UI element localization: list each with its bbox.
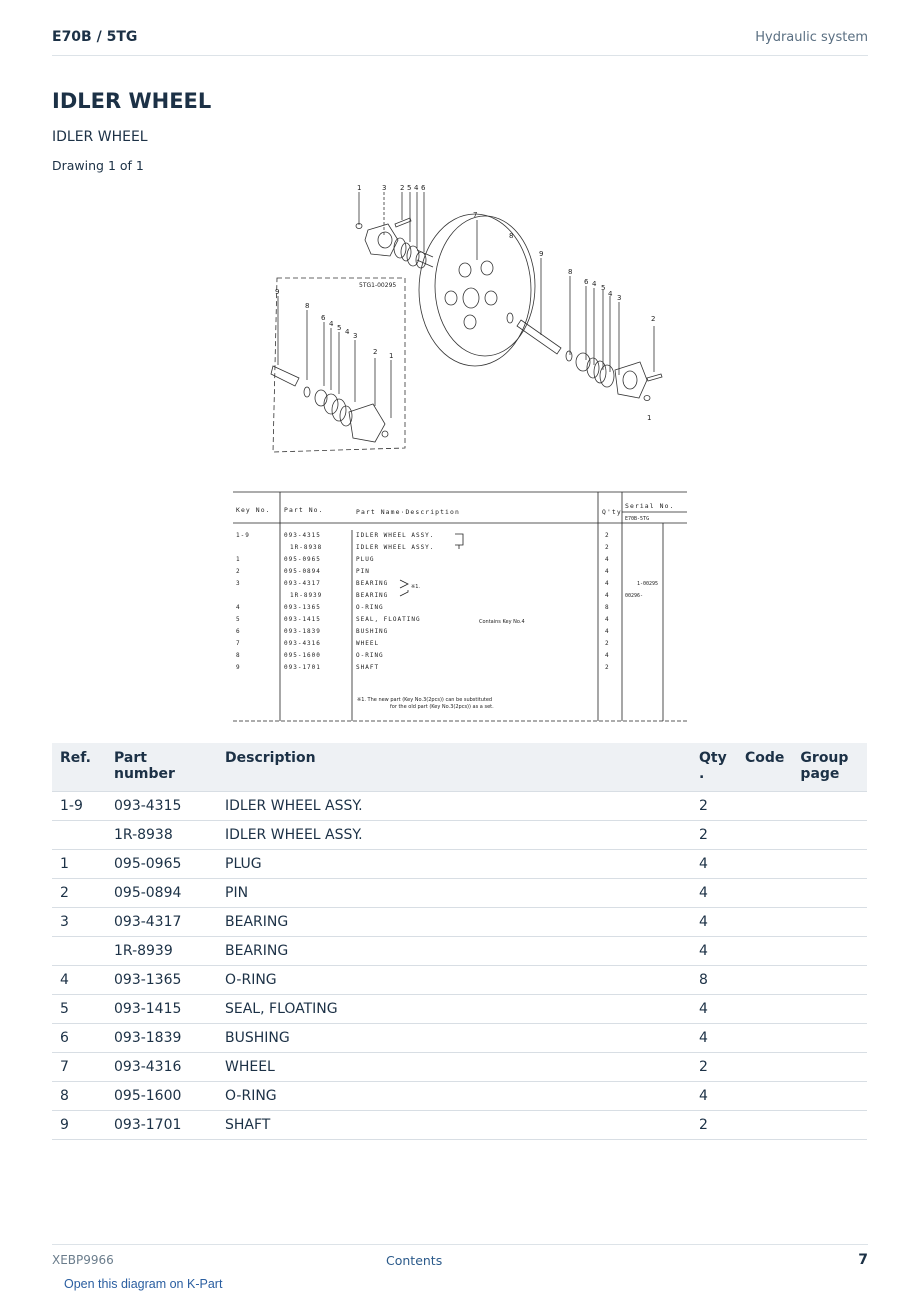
cell-part-number: 095-0894 bbox=[106, 879, 217, 908]
cell-code bbox=[737, 1111, 792, 1140]
callout-label: 2 bbox=[373, 348, 378, 356]
cell-description: BEARING bbox=[217, 908, 691, 937]
scan-contains-note: Contains Key No.4 bbox=[479, 619, 525, 625]
cell-group-page bbox=[792, 937, 867, 966]
scan-cell-part: 1R-8939 bbox=[290, 592, 323, 599]
cell-group-page bbox=[792, 1024, 867, 1053]
cell-group-page bbox=[792, 1053, 867, 1082]
scan-cell-part: 093-1415 bbox=[284, 616, 321, 623]
cell-part-number: 095-1600 bbox=[106, 1082, 217, 1111]
cell-qty: 4 bbox=[691, 908, 737, 937]
scan-header-model: E70B-5TG bbox=[625, 516, 650, 522]
cell-qty: 4 bbox=[691, 937, 737, 966]
cell-description: SHAFT bbox=[217, 1111, 691, 1140]
callout-label: 3 bbox=[617, 294, 622, 302]
cell-group-page bbox=[792, 879, 867, 908]
cell-code bbox=[737, 821, 792, 850]
callout-label: 4 bbox=[345, 328, 350, 336]
callout-label: 4 bbox=[414, 184, 419, 192]
table-row bbox=[52, 966, 867, 995]
open-kpart-link[interactable]: Open this diagram on K-Part bbox=[64, 1277, 223, 1291]
scan-cell-name: PIN bbox=[356, 568, 370, 575]
cell-description: PIN bbox=[217, 879, 691, 908]
cell-qty: 2 bbox=[691, 1053, 737, 1082]
scan-cell-part: 1R-8938 bbox=[290, 544, 323, 551]
scan-cell-name: IDLER WHEEL ASSY. bbox=[356, 544, 435, 551]
callout-label: 4 bbox=[592, 280, 597, 288]
cell-ref: 4 bbox=[52, 966, 106, 995]
scan-header-qty: Q'ty bbox=[602, 508, 622, 516]
scan-header-part: Part No. bbox=[284, 506, 324, 514]
table-row bbox=[52, 908, 867, 937]
cell-part-number: 093-4316 bbox=[106, 1053, 217, 1082]
scan-cell-key: 1 bbox=[236, 556, 241, 563]
cell-ref: 1 bbox=[52, 850, 106, 879]
callout-label: 7 bbox=[473, 211, 478, 219]
scan-cell-key: 7 bbox=[236, 640, 241, 647]
table-row bbox=[52, 1082, 867, 1111]
col-code: Code bbox=[737, 743, 792, 792]
callout-label: 2 bbox=[400, 184, 405, 192]
scan-cell-qty: 2 bbox=[605, 640, 610, 647]
callout-label: 2 bbox=[651, 315, 656, 323]
scan-header-key: Key No. bbox=[236, 506, 271, 514]
scan-cell-name: BEARING bbox=[356, 592, 389, 599]
cell-qty: 8 bbox=[691, 966, 737, 995]
cell-code bbox=[737, 908, 792, 937]
cell-code bbox=[737, 1082, 792, 1111]
cell-part-number: 093-1415 bbox=[106, 995, 217, 1024]
scan-cell-name: O-RING bbox=[356, 652, 384, 659]
cell-group-page bbox=[792, 995, 867, 1024]
scan-cell-name: SHAFT bbox=[356, 664, 380, 671]
cell-description: IDLER WHEEL ASSY. bbox=[217, 821, 691, 850]
callout-label: 3 bbox=[353, 332, 358, 340]
header-divider bbox=[52, 55, 868, 56]
scan-cell-key: 1-9 bbox=[236, 532, 250, 539]
scan-cell-qty: 4 bbox=[605, 556, 610, 563]
table-row bbox=[52, 850, 867, 879]
parts-diagram bbox=[225, 180, 695, 725]
cell-ref: 6 bbox=[52, 1024, 106, 1053]
callout-label: 5 bbox=[337, 324, 342, 332]
scan-table bbox=[233, 492, 687, 721]
cell-code bbox=[737, 937, 792, 966]
cell-qty: 2 bbox=[691, 821, 737, 850]
col-part-number: Part number bbox=[106, 743, 217, 792]
scan-cell-key: 8 bbox=[236, 652, 241, 659]
cell-ref: 1-9 bbox=[52, 792, 106, 821]
cell-group-page bbox=[792, 792, 867, 821]
scan-cell-qty: 2 bbox=[605, 664, 610, 671]
scan-cell-part: 093-1839 bbox=[284, 628, 321, 635]
cell-part-number: 095-0965 bbox=[106, 850, 217, 879]
cell-part-number: 1R-8939 bbox=[106, 937, 217, 966]
cell-part-number: 093-1701 bbox=[106, 1111, 217, 1140]
cell-part-number: 1R-8938 bbox=[106, 821, 217, 850]
contents-link[interactable]: Contents bbox=[386, 1253, 443, 1268]
header-section: Hydraulic system bbox=[755, 30, 868, 45]
callout-label: 5 bbox=[601, 284, 606, 292]
scan-cell-serial: 1-00295 bbox=[637, 581, 659, 587]
table-row bbox=[52, 937, 867, 966]
cell-description: PLUG bbox=[217, 850, 691, 879]
scan-cell-part: 093-1701 bbox=[284, 664, 321, 671]
cell-part-number: 093-1839 bbox=[106, 1024, 217, 1053]
cell-qty: 4 bbox=[691, 850, 737, 879]
cell-code bbox=[737, 995, 792, 1024]
scan-cell-name: O-RING bbox=[356, 604, 384, 611]
cell-ref: 8 bbox=[52, 1082, 106, 1111]
cell-part-number: 093-1365 bbox=[106, 966, 217, 995]
scan-footnote-1: ※1. The new part (Key No.3(2pcs)) can be substituted bbox=[357, 697, 493, 703]
cell-ref: 2 bbox=[52, 879, 106, 908]
cell-qty: 4 bbox=[691, 1082, 737, 1111]
table-row bbox=[52, 821, 867, 850]
cell-ref: 9 bbox=[52, 1111, 106, 1140]
cell-part-number: 093-4315 bbox=[106, 792, 217, 821]
table-row bbox=[52, 1024, 867, 1053]
scan-cell-key: 6 bbox=[236, 628, 241, 635]
table-row bbox=[52, 1111, 867, 1140]
cell-group-page bbox=[792, 908, 867, 937]
table-row bbox=[52, 995, 867, 1024]
cell-group-page bbox=[792, 850, 867, 879]
cell-description: SEAL, FLOATING bbox=[217, 995, 691, 1024]
cell-code bbox=[737, 1024, 792, 1053]
scan-cell-qty: 4 bbox=[605, 652, 610, 659]
callout-label: 1 bbox=[647, 414, 652, 422]
cell-code bbox=[737, 850, 792, 879]
scan-cell-part: 095-0894 bbox=[284, 568, 321, 575]
inset-label: 5TG1-00295 bbox=[359, 282, 397, 289]
scan-footnote-2: for the old part (Key No.3(2pcs)) as a set. bbox=[390, 704, 494, 710]
scan-cell-key: 5 bbox=[236, 616, 241, 623]
cell-part-number: 093-4317 bbox=[106, 908, 217, 937]
cell-qty: 4 bbox=[691, 879, 737, 908]
cell-ref: 3 bbox=[52, 908, 106, 937]
col-qty: Qty . bbox=[691, 743, 737, 792]
cell-qty: 4 bbox=[691, 1024, 737, 1053]
scan-cell-name: PLUG bbox=[356, 556, 375, 563]
scan-cell-key: 9 bbox=[236, 664, 241, 671]
footer-doc-id: XEBP9966 bbox=[52, 1253, 114, 1267]
callout-label: 6 bbox=[321, 314, 326, 322]
callout-label: 9 bbox=[539, 250, 544, 258]
scan-cell-qty: 4 bbox=[605, 628, 610, 635]
scan-cell-qty: 4 bbox=[605, 592, 610, 599]
scan-cell-part: 095-0965 bbox=[284, 556, 321, 563]
header-model: E70B / 5TG bbox=[52, 29, 138, 45]
scan-cell-part: 093-4317 bbox=[284, 580, 321, 587]
scan-cell-qty: 8 bbox=[605, 604, 610, 611]
scan-cell-part: 093-4315 bbox=[284, 532, 321, 539]
cell-qty: 2 bbox=[691, 792, 737, 821]
cell-qty: 2 bbox=[691, 1111, 737, 1140]
col-group-page: Group page bbox=[792, 743, 867, 792]
scan-header-name: Part Name·Description bbox=[356, 508, 460, 516]
callout-label: 5 bbox=[407, 184, 412, 192]
col-description: Description bbox=[217, 743, 691, 792]
callout-label: 9 bbox=[275, 288, 280, 296]
scan-cell-qty: 4 bbox=[605, 568, 610, 575]
cell-code bbox=[737, 792, 792, 821]
cell-description: IDLER WHEEL ASSY. bbox=[217, 792, 691, 821]
table-header-row bbox=[52, 743, 867, 792]
scan-cell-serial: 00296- bbox=[625, 593, 644, 599]
scan-cell-part: 093-1365 bbox=[284, 604, 321, 611]
cell-ref: 7 bbox=[52, 1053, 106, 1082]
scan-ref-mark: ※1. bbox=[411, 584, 420, 590]
footer-divider bbox=[52, 1244, 868, 1245]
cell-description: WHEEL bbox=[217, 1053, 691, 1082]
scan-cell-name: WHEEL bbox=[356, 640, 380, 647]
cell-code bbox=[737, 879, 792, 908]
callout-label: 1 bbox=[389, 352, 394, 360]
callout-label: 8 bbox=[568, 268, 573, 276]
scan-cell-name: BEARING bbox=[356, 580, 389, 587]
cell-group-page bbox=[792, 966, 867, 995]
cell-group-page bbox=[792, 1082, 867, 1111]
cell-description: BEARING bbox=[217, 937, 691, 966]
cell-group-page bbox=[792, 1111, 867, 1140]
scan-cell-name: BUSHING bbox=[356, 628, 389, 635]
cell-description: O-RING bbox=[217, 1082, 691, 1111]
scan-header-serial: Serial No. bbox=[625, 502, 675, 510]
cell-ref bbox=[52, 937, 106, 966]
cell-code bbox=[737, 966, 792, 995]
parts-table bbox=[52, 743, 867, 1140]
table-row bbox=[52, 792, 867, 821]
callout-label: 8 bbox=[509, 232, 514, 240]
callout-label: 1 bbox=[357, 184, 362, 192]
callout-label: 6 bbox=[421, 184, 426, 192]
cell-ref: 5 bbox=[52, 995, 106, 1024]
callout-label: 4 bbox=[329, 320, 334, 328]
table-row bbox=[52, 879, 867, 908]
drawing-count: Drawing 1 of 1 bbox=[52, 158, 144, 173]
callout-label: 6 bbox=[584, 278, 589, 286]
cell-description: BUSHING bbox=[217, 1024, 691, 1053]
scan-cell-qty: 4 bbox=[605, 616, 610, 623]
scan-cell-part: 093-4316 bbox=[284, 640, 321, 647]
callout-label: 8 bbox=[305, 302, 310, 310]
scan-cell-qty: 2 bbox=[605, 544, 610, 551]
table-row bbox=[52, 1053, 867, 1082]
cell-description: O-RING bbox=[217, 966, 691, 995]
scan-cell-name: SEAL, FLOATING bbox=[356, 616, 421, 623]
scan-cell-part: 095-1600 bbox=[284, 652, 321, 659]
scan-cell-qty: 4 bbox=[605, 580, 610, 587]
page-number: 7 bbox=[858, 1252, 868, 1268]
cell-code bbox=[737, 1053, 792, 1082]
cell-group-page bbox=[792, 821, 867, 850]
cell-qty: 4 bbox=[691, 995, 737, 1024]
cell-ref bbox=[52, 821, 106, 850]
page-subtitle: IDLER WHEEL bbox=[52, 129, 148, 145]
callout-label: 4 bbox=[608, 290, 613, 298]
scan-cell-name: IDLER WHEEL ASSY. bbox=[356, 532, 435, 539]
scan-cell-qty: 2 bbox=[605, 532, 610, 539]
page-title: IDLER WHEEL bbox=[52, 89, 212, 113]
scan-cell-key: 2 bbox=[236, 568, 241, 575]
scan-cell-key: 4 bbox=[236, 604, 241, 611]
col-ref: Ref. bbox=[52, 743, 106, 792]
callout-label: 3 bbox=[382, 184, 387, 192]
scan-cell-key: 3 bbox=[236, 580, 241, 587]
